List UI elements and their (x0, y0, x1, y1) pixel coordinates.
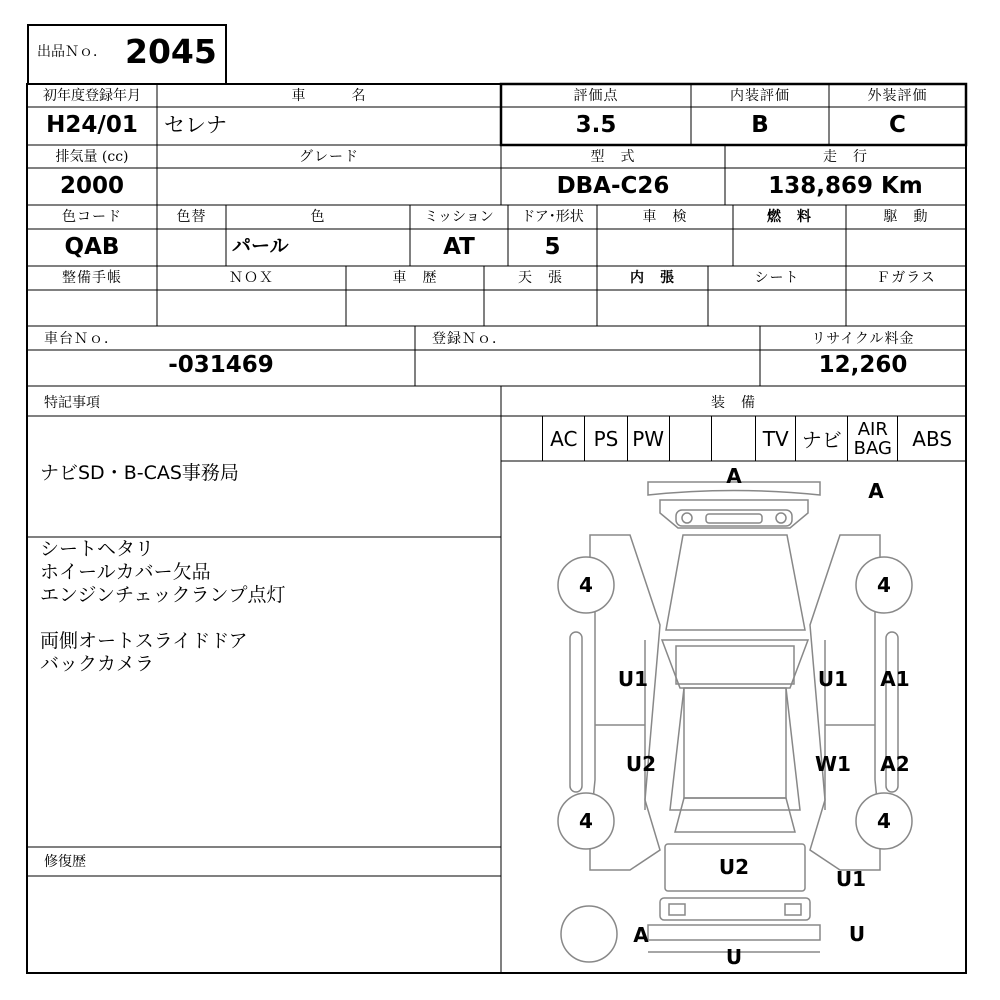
mark-tire-rl: 4 (579, 809, 593, 833)
equipment-item (501, 416, 543, 461)
score-value: 3.5 (575, 112, 617, 138)
reg-year-label: 初年度登録年月 (43, 88, 141, 104)
mark-rear-bumper-left: A (633, 923, 649, 947)
fuel-label: 燃 料 (767, 209, 812, 225)
reg-year-value: H24/01 (46, 112, 138, 138)
notes-line: バックカメラ (40, 653, 155, 675)
color-label: 色 (310, 209, 326, 225)
mark-front-bumper: A (726, 464, 742, 488)
equipment-item-abs: ABS (912, 426, 953, 451)
car-name-value: セレナ (164, 113, 227, 137)
mark-left-rear-door: U2 (625, 752, 657, 776)
equipment-item (712, 416, 756, 461)
model-label: 型 式 (590, 149, 636, 165)
mark-right-sill-rear: A2 (880, 752, 910, 776)
notes-line-navi: ナビSD・B-CAS事務局 (40, 462, 239, 484)
notes-line: 両側オートスライドドア (40, 630, 248, 652)
equipment-item (670, 416, 712, 461)
score-label: 評価点 (573, 88, 619, 104)
mark-right-rear-door: W1 (815, 752, 851, 776)
nox-label: ＮＯＸ (229, 270, 274, 286)
lot-number-label: 出品Ｎｏ． (37, 44, 107, 60)
recycle-value: 12,260 (818, 352, 908, 378)
equipment-item-ps: PS (585, 416, 627, 461)
notes-line: シートヘタリ (40, 538, 155, 560)
car-name-label: 車 名 (291, 88, 367, 104)
mark-rear-bumper: U (725, 945, 743, 969)
mark-tire-fr: 4 (877, 573, 891, 597)
mark-right-front-door: U1 (817, 667, 849, 691)
glass-label: Ｆガラス (876, 270, 936, 286)
notes-line (40, 607, 285, 630)
equipment-item-airbag: AIR BAG (848, 416, 898, 461)
equipment-item-tv: TV (756, 416, 796, 461)
mark-rear-glass: U2 (718, 855, 750, 879)
notes-label: 特記事項 (44, 395, 100, 411)
seat-label: シート (754, 270, 800, 286)
notes-line: エンジンチェックランプ点灯 (40, 584, 286, 606)
interior-trim-label: 内 張 (630, 270, 675, 286)
inspection-label: 車 検 (642, 209, 688, 225)
mileage-label: 走 行 (823, 149, 868, 165)
color-value: パール (232, 235, 289, 257)
repair-history-label: 修復歴 (44, 854, 86, 870)
exterior-grade-value: C (889, 112, 906, 138)
recolor-label: 色替 (176, 209, 207, 225)
chassis-label: 車台Ｎｏ． (44, 331, 119, 347)
mark-tire-fl: 4 (579, 573, 593, 597)
grade-label: グレード (299, 149, 359, 165)
mark-left-front-door: U1 (617, 667, 649, 691)
notes-list (40, 538, 285, 676)
color-code-value: QAB (64, 234, 120, 260)
door-label: ドア･形状 (521, 209, 584, 225)
drive-label: 駆 動 (883, 209, 929, 225)
ceiling-label: 天 張 (518, 270, 563, 286)
recycle-label: リサイクル料金 (811, 331, 915, 347)
interior-grade-label: 内装評価 (730, 88, 790, 104)
history-label: 車 歴 (392, 270, 438, 286)
model-value: DBA-C26 (556, 173, 670, 199)
lot-number: 2045 (125, 32, 217, 71)
displacement-label: 排気量 (cc) (55, 149, 129, 165)
transmission-label: ミッション (424, 209, 494, 225)
spare-tire (561, 906, 617, 962)
displacement-value: 2000 (59, 173, 124, 199)
transmission-value: AT (443, 234, 475, 260)
maintenance-label: 整備手帳 (62, 270, 122, 286)
registration-label: 登録Ｎｏ． (432, 331, 507, 347)
mark-right-sill-front: A1 (880, 667, 910, 691)
mileage-value: 138,869 Km (768, 173, 923, 199)
chassis-value: -031469 (168, 352, 274, 378)
exterior-grade-label: 外装評価 (867, 88, 928, 104)
equipment-item-pw: PW (628, 416, 670, 461)
door-value: 5 (544, 234, 561, 260)
interior-grade-value: B (751, 112, 769, 138)
mark-rear-right: U1 (835, 867, 867, 891)
equipment-item-navi: ナビ (796, 416, 848, 461)
mark-tire-rr: 4 (877, 809, 891, 833)
equipment-item-ac: AC (543, 416, 585, 461)
notes-line: ホイールカバー欠品 (40, 561, 211, 583)
mark-windshield: A (868, 479, 884, 503)
equipment-row (501, 416, 966, 461)
color-code-label: 色コード (62, 209, 122, 225)
mark-rear-bumper-right: U (848, 922, 866, 946)
car-damage-diagram (501, 461, 966, 973)
equipment-label: 装 備 (711, 395, 756, 411)
